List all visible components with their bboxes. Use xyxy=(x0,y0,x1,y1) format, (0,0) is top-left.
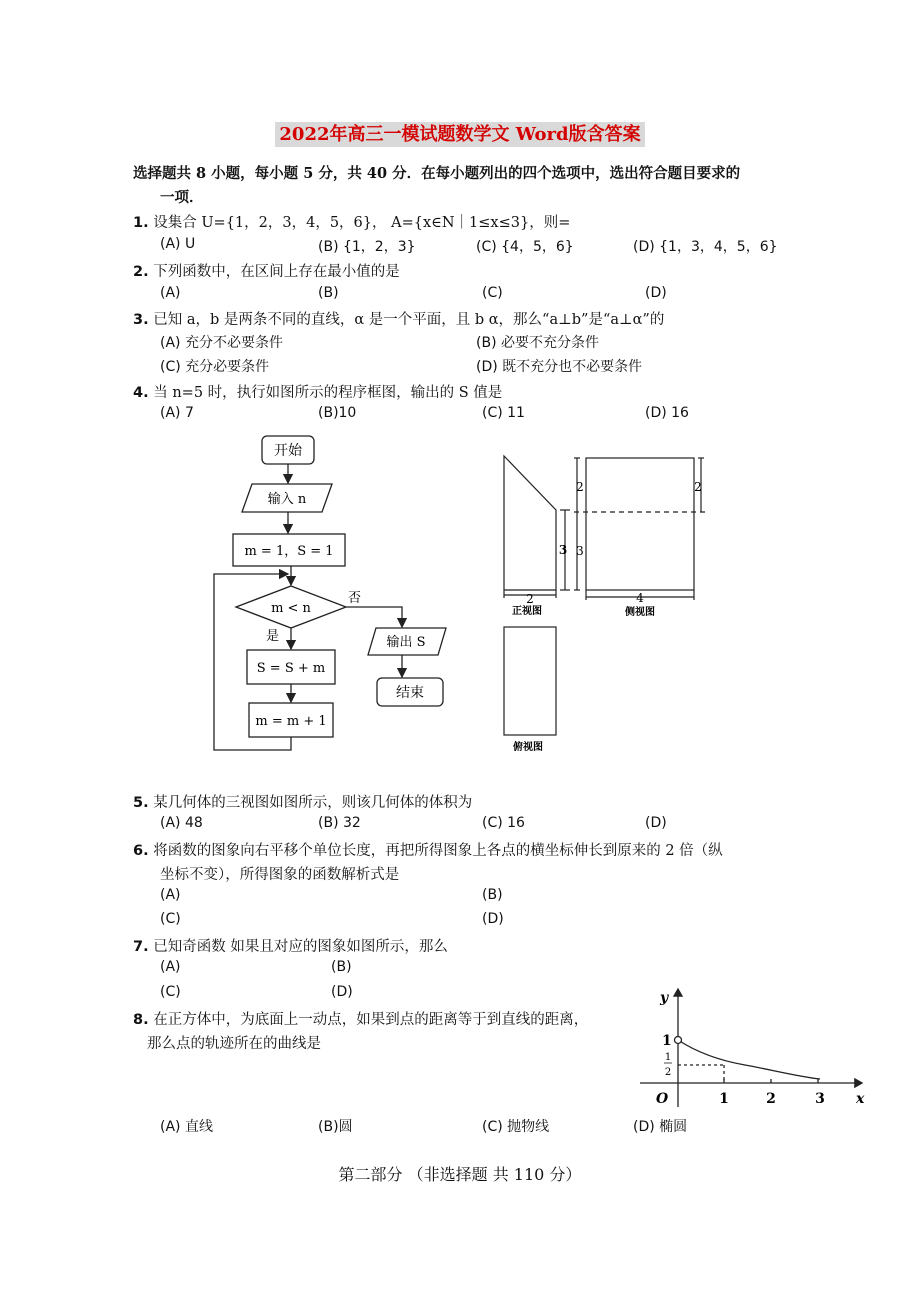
question-number: 4. xyxy=(133,385,149,401)
flow-start-label: 开始 xyxy=(274,443,302,459)
flowchart-diagram xyxy=(200,430,470,760)
origin-label: O xyxy=(656,1091,669,1107)
question-number: 2. xyxy=(133,264,149,280)
q7-option-b: (B) xyxy=(331,959,352,975)
section-2-heading: 第二部分 （非选择题 共 110 分） xyxy=(338,1165,582,1184)
q8-option-b: (B)圆 xyxy=(318,1119,353,1135)
q1-option-d: (D) {1，3，4，5，6} xyxy=(633,239,778,255)
question-number: 1. xyxy=(133,215,149,231)
top-view-shape xyxy=(504,627,556,735)
flow-input-label: 输入 n xyxy=(267,492,307,507)
q5-option-c: (C) 16 xyxy=(482,815,525,831)
q2-option-c: (C) xyxy=(482,285,503,301)
q2-option-d: (D) xyxy=(645,285,667,301)
q4-option-c: (C) 11 xyxy=(482,405,525,421)
x-tick-2: 2 xyxy=(766,1091,776,1107)
title-text: 2022年高三一模试题数学文 Word版含答案 xyxy=(275,122,644,147)
y-tick-half-denominator: 2 xyxy=(664,1067,672,1078)
q4-option-a: (A) 7 xyxy=(160,405,194,421)
y-tick-half-numerator: 1 xyxy=(664,1052,672,1063)
question-text: 某几何体的三视图如图所示，则该几何体的体积为 xyxy=(153,795,473,811)
q7-option-a: (A) xyxy=(160,959,181,975)
q1-option-b: (B) {1，2，3} xyxy=(318,239,416,255)
dim-front-height: 3 xyxy=(558,543,568,557)
question-6-line-2: 坐标不变），所得图象的函数解析式是 xyxy=(160,867,400,883)
question-7 xyxy=(133,935,448,956)
question-3 xyxy=(133,308,664,329)
q5-option-d: (D) xyxy=(645,815,667,831)
q3-option-b: (B) 必要不充分条件 xyxy=(476,335,599,351)
y-axis-label: y xyxy=(660,990,669,1006)
side-view-shape xyxy=(586,458,694,590)
question-8-line-2: 那么点的轨迹所在的曲线是 xyxy=(147,1036,321,1052)
question-number: 7. xyxy=(133,939,149,955)
intro-line-2: 一项． xyxy=(160,189,204,206)
flow-sum-label: S = S + m xyxy=(256,661,326,676)
dim-side-top-left: 2 xyxy=(576,480,584,494)
question-number: 6. xyxy=(133,843,149,859)
x-axis-label: x xyxy=(856,1091,865,1107)
q4-option-d: (D) 16 xyxy=(645,405,689,421)
question-text: 在正方体中，为底面上一动点，如果到点的距离等于到直线的距离， xyxy=(153,1012,589,1028)
front-view-shape xyxy=(504,456,556,590)
q8-option-d: (D) 椭圆 xyxy=(633,1119,688,1135)
intro-line-1: 选择题共 8 小题，每小题 5 分，共 40 分．在每小题列出的四个选项中，选出符合题目要求的 xyxy=(133,165,741,182)
question-number: 8. xyxy=(133,1012,149,1028)
q5-option-b: (B) 32 xyxy=(318,815,361,831)
q8-option-a: (A) 直线 xyxy=(160,1119,213,1135)
question-text: 设集合 U={1，2，3，4，5，6}， A={x∈N｜1≤x≤3}，则= xyxy=(153,215,571,231)
flow-cond-label: m < n xyxy=(271,601,311,616)
q6-option-a: (A) xyxy=(160,887,181,903)
flow-init-label: m = 1，S = 1 xyxy=(244,544,334,559)
flow-end-label: 结束 xyxy=(396,685,424,701)
x-tick-1: 1 xyxy=(719,1091,729,1107)
flow-no-label: 否 xyxy=(348,591,362,606)
question-6 xyxy=(133,839,723,860)
q2-option-a: (A) xyxy=(160,285,181,301)
function-curve xyxy=(678,1040,820,1079)
q5-option-a: (A) 48 xyxy=(160,815,203,831)
q8-option-c: (C) 抛物线 xyxy=(482,1119,550,1135)
q1-option-a: (A) U xyxy=(160,236,196,252)
flow-increment-label: m = m + 1 xyxy=(255,714,327,729)
q3-option-c: (C) 充分必要条件 xyxy=(160,359,270,375)
q3-option-a: (A) 充分不必要条件 xyxy=(160,335,283,351)
dim-front-bottom: 2 xyxy=(526,592,534,606)
flow-output-label: 输出 S xyxy=(386,635,426,650)
y-tick-one: 1 xyxy=(662,1033,672,1049)
question-text: 下列函数中，在区间上存在最小值的是 xyxy=(153,264,400,280)
front-view-label: 正视图 xyxy=(512,606,542,617)
question-text: 已知奇函数 如果且对应的图象如图所示，那么 xyxy=(153,939,448,955)
dim-side-mid-left: 3 xyxy=(576,544,584,558)
q6-option-b: (B) xyxy=(482,887,503,903)
three-views-diagram xyxy=(490,440,720,760)
q6-option-c: (C) xyxy=(160,911,181,927)
q2-option-b: (B) xyxy=(318,285,339,301)
flow-yes-label: 是 xyxy=(266,629,280,644)
x-tick-3: 3 xyxy=(815,1091,825,1107)
dim-side-top-right: 2 xyxy=(694,480,702,494)
question-2 xyxy=(133,260,400,281)
q1-option-c: (C) {4，5，6} xyxy=(476,239,574,255)
open-point-marker xyxy=(675,1037,682,1044)
question-text: 当 n=5 时，执行如图所示的程序框图，输出的 S 值是 xyxy=(153,385,503,401)
page-title xyxy=(0,120,920,146)
question-1 xyxy=(133,211,570,232)
function-graph xyxy=(640,985,870,1115)
dim-side-bottom: 4 xyxy=(636,591,644,605)
top-view-label: 俯视图 xyxy=(513,742,543,753)
question-text: 将函数的图象向右平移个单位长度，再把所得图象上各点的横坐标伸长到原来的 2 倍（纵 xyxy=(153,843,723,859)
q7-option-d: (D) xyxy=(331,984,353,1000)
question-text: 已知 a，b 是两条不同的直线，α 是一个平面，且 b α，那么“a⊥b”是“a⊥α”的 xyxy=(153,312,665,328)
q3-option-d: (D) 既不充分也不必要条件 xyxy=(476,359,643,375)
question-number: 3. xyxy=(133,312,149,328)
q6-option-d: (D) xyxy=(482,911,504,927)
q7-option-c: (C) xyxy=(160,984,181,1000)
side-view-label: 侧视图 xyxy=(625,607,655,618)
q4-option-b: (B)10 xyxy=(318,405,357,421)
question-5 xyxy=(133,791,472,812)
question-8 xyxy=(133,1008,588,1029)
question-number: 5. xyxy=(133,795,149,811)
question-4 xyxy=(133,381,502,402)
